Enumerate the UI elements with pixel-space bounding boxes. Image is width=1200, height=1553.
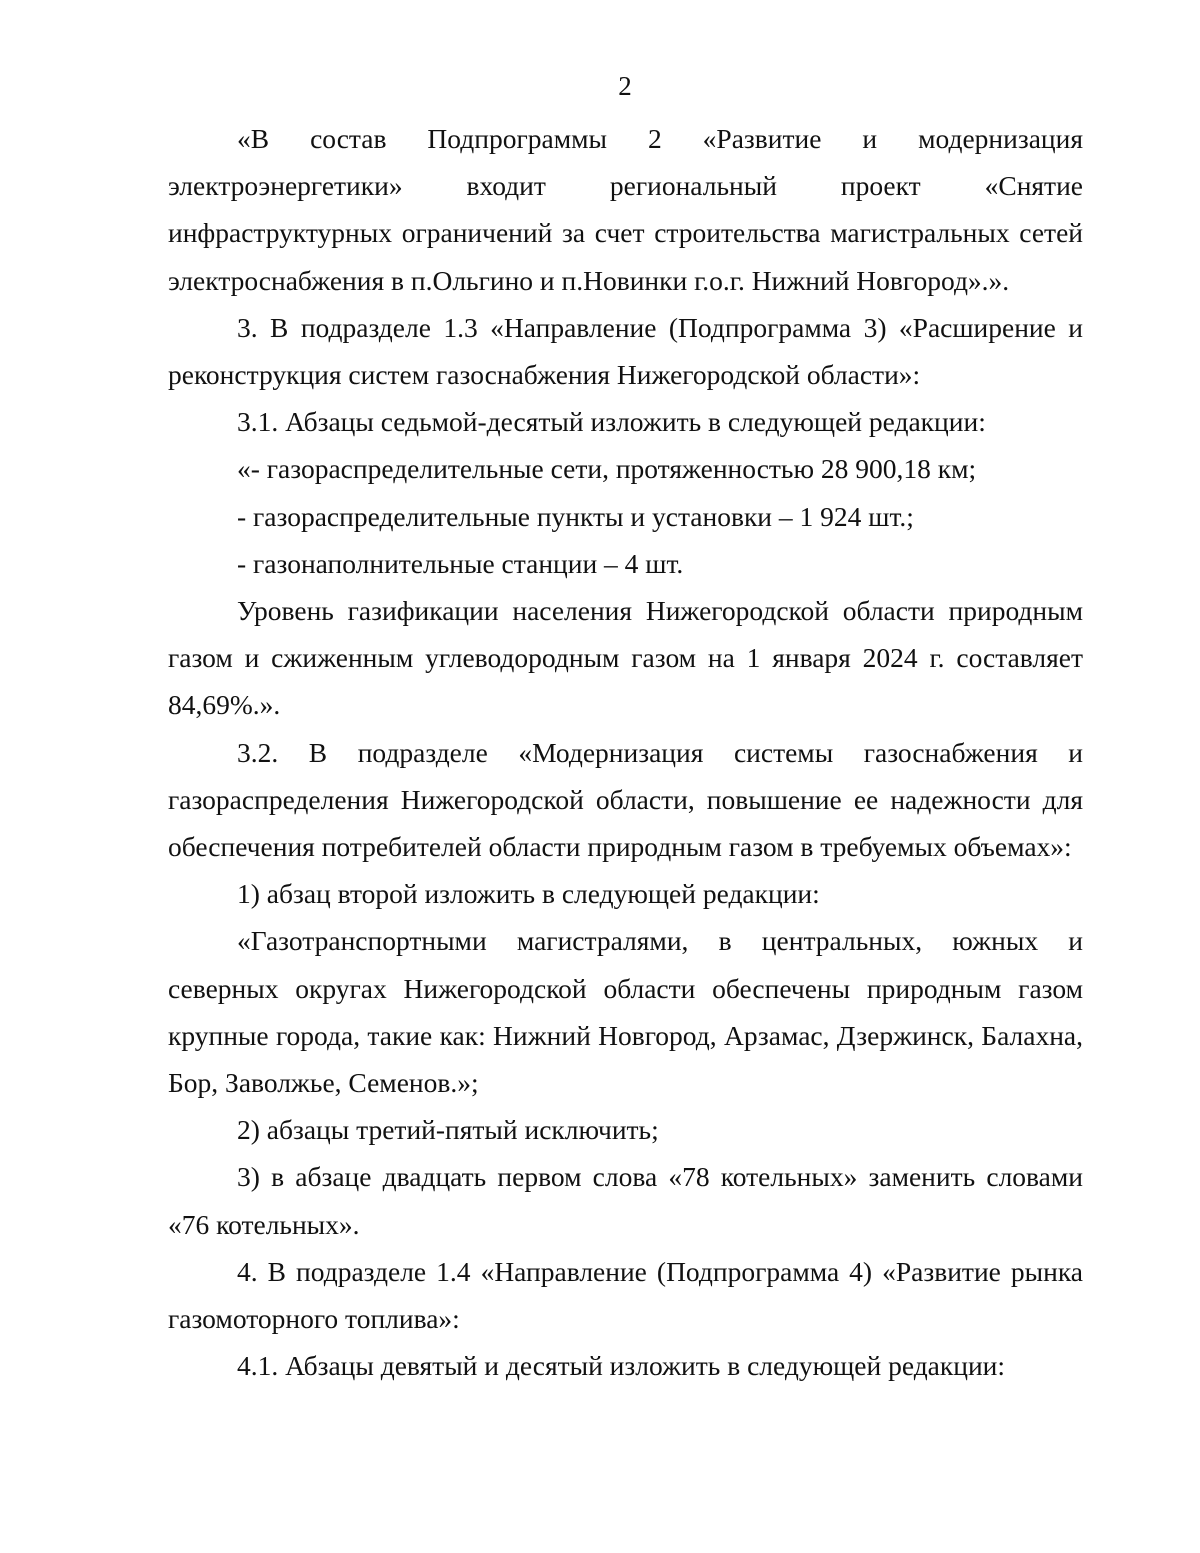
paragraph-item-4: 4. В подразделе 1.4 «Направление (Подпрограмма 4) «Развитие рынка газомоторного топлива»: [168,1255,1083,1335]
paragraph-item-3-2: 3.2. В подразделе «Модернизация системы газоснабжения и газораспределения Нижегородской области, повышение ее надежности для обеспечения потребителей области природным газом в требуемых объемах»: [168,736,1083,863]
paragraph-gasification-level: Уровень газификации населения Нижегородской области природным газом и сжиженным углеводородным газом на 1 января 2024 г. составляет 84,69%.». [168,595,1083,721]
document-body [168,115,1083,1389]
paragraph-subprogram-2-composition: «В состав Подпрограммы 2 «Развитие и модернизация электроэнергетики» входит региональный проект «Снятие инфраструктурных ограничений за счет строительства магистральных сетей электроснабжения в п.Ольгино и п.Новинки г.о.г. Нижний Новгород».». [168,123,1083,296]
paragraph-item-3-1: 3.1. Абзацы седьмой-десятый изложить в следующей редакции: [237,406,986,438]
paragraph-item-4-1: 4.1. Абзацы девятый и десятый изложить в следующей редакции: [237,1350,1006,1382]
paragraph-subitem-1: 1) абзац второй изложить в следующей редакции: [237,878,820,910]
paragraph-gas-stations: - газонаполнительные станции – 4 шт. [237,547,684,579]
paragraph-gas-points: - газораспределительные пункты и установки – 1 924 шт.; [237,500,914,532]
paragraph-subitem-2: 2) абзацы третий-пятый исключить; [237,1114,659,1146]
paragraph-item-3: 3. В подразделе 1.3 «Направление (Подпрограмма 3) «Расширение и реконструкция систем газоснабжения Нижегородской области»: [168,311,1083,391]
page-number: 2 [618,71,632,101]
paragraph-gas-networks: «- газораспределительные сети, протяженностью 28 900,18 км; [237,453,977,485]
paragraph-subitem-3: 3) в абзаце двадцать первом слова «78 котельных» заменить словами «76 котельных». [168,1161,1083,1240]
paragraph-gas-mains: «Газотранспортными магистралями, в центральных, южных и северных округах Нижегородской области обеспечены природным газом крупные города, такие как: Нижний Новгород, Арзамас, Дзержинск, Балахна, Бор, Заволжье, Семенов.»; [168,925,1083,1099]
